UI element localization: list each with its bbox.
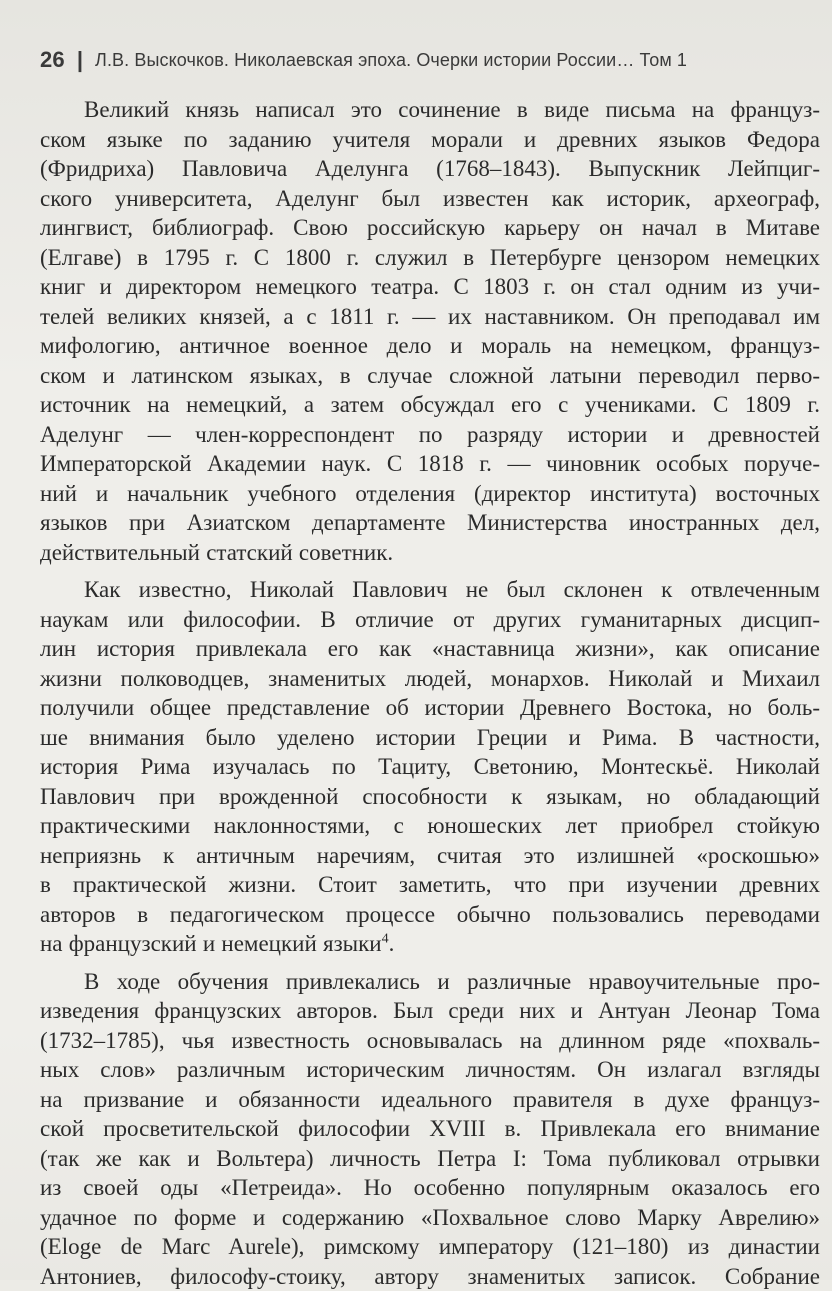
paragraph [40, 575, 820, 959]
text-line: жизни полководцев, знаменитых людей, монархов. Николай и Михаил [40, 664, 820, 694]
text-line: неприязнь к античным наречиям, считая это излишней «роскошью» [40, 841, 820, 871]
text-line: авторов в педагогическом процессе обычно пользовались переводами [40, 900, 820, 930]
text-line: В ходе обучения привлекались и различные нравоучительные про- [40, 967, 820, 997]
text-line: телей великих князей, а с 1811 г. — их наставником. Он преподавал им [40, 302, 820, 332]
text-line: Как известно, Николай Павлович не был склонен к отвлеченным [40, 575, 820, 605]
text-line: ском и латинском языках, в случае сложной латыни переводил перво- [40, 361, 820, 391]
text-line: языков при Азиатском департаменте Министерства иностранных дел, [40, 508, 820, 538]
text-line: ской просветительской философии XVIII в. Привлекала его внимание [40, 1114, 820, 1144]
text-line: (1732–1785), чья известность основывалась на длинном ряде «похваль- [40, 1026, 820, 1056]
text-line: удачное по форме и содержанию «Похвальное слово Марку Аврелию» [40, 1203, 820, 1233]
text-line: получили общее представление об истории Древнего Востока, но боль- [40, 693, 820, 723]
text-line: Аделунг — член-корреспондент по разряду истории и древностей [40, 420, 820, 450]
text-line: ском языке по заданию учителя морали и древних языков Федора [40, 125, 820, 155]
text-line: ского университета, Аделунг был известен как историк, археограф, [40, 184, 820, 214]
text-line: Императорской Академии наук. С 1818 г. — чиновник особых поруче- [40, 449, 820, 479]
header-separator: | [77, 47, 83, 73]
page-number: 26 [40, 47, 65, 73]
text-line: лин история привлекала его как «наставница жизни», как описание [40, 634, 820, 664]
text-line: история Рима изучалась по Тациту, Светонию, Монтескьё. Николай [40, 752, 820, 782]
text-line-content: на французский и немецкий языки [40, 931, 382, 956]
text-line: из своей оды «Петреида». Но особенно популярным оказалось его [40, 1173, 820, 1203]
text-line: наукам или философии. В отличие от других гуманитарных дисцип- [40, 605, 820, 635]
running-head-title: Л.В. Выскочков. Николаевская эпоха. Очерки истории России… Том 1 [95, 50, 687, 71]
text-line-with-footnote: на французский и немецкий языки$^4$. [40, 929, 820, 959]
text-line: мифологию, античное военное дело и мораль на немецком, француз- [40, 331, 820, 361]
text-line: Антониев, философу-стоику, автору знаменитых записок. Собрание [40, 1262, 820, 1291]
text-line: действительный статский советник. [40, 538, 820, 568]
text-line: ний и начальник учебного отделения (директор института) восточных [40, 479, 820, 509]
text-line: (Елгаве) в 1795 г. С 1800 г. служил в Петербурге цензором немецких [40, 243, 820, 273]
paragraph [40, 95, 820, 567]
footnote-ref[interactable]: 4 [382, 931, 389, 946]
running-header [40, 40, 820, 80]
paragraph-gap [40, 567, 820, 575]
text-line: книг и директором немецкого театра. С 1803 г. он стал одним из учи- [40, 272, 820, 302]
page-body [40, 95, 820, 1275]
paragraph-gap [40, 959, 820, 967]
text-line: практическими наклонностями, с юношеских лет приобрел стойкую [40, 811, 820, 841]
paragraph [40, 967, 820, 1291]
text-line: (так же как и Вольтера) личность Петра I: Тома публиковал отрывки [40, 1144, 820, 1174]
text-line: изведения французских авторов. Был среди них и Антуан Леонар Тома [40, 996, 820, 1026]
text-line: ных слов» различным историческим личностям. Он излагал взгляды [40, 1055, 820, 1085]
text-line: на призвание и обязанности идеального правителя в духе француз- [40, 1085, 820, 1115]
text-line: в практической жизни. Стоит заметить, что при изучении древних [40, 870, 820, 900]
text-line: (Eloge de Marc Aurele), римскому императору (121–180) из династии [40, 1232, 820, 1262]
text-line: Павлович при врожденной способности к языкам, но обладающий [40, 782, 820, 812]
text-line: источник на немецкий, а затем обсуждал его с учениками. С 1809 г. [40, 390, 820, 420]
text-line: лингвист, библиограф. Свою российскую карьеру он начал в Митаве [40, 213, 820, 243]
text-line: Великий князь написал это сочинение в виде письма на француз- [40, 95, 820, 125]
text-line: ше внимания было уделено истории Греции и Рима. В частности, [40, 723, 820, 753]
text-line: (Фридриха) Павловича Аделунга (1768–1843). Выпускник Лейпциг- [40, 154, 820, 184]
